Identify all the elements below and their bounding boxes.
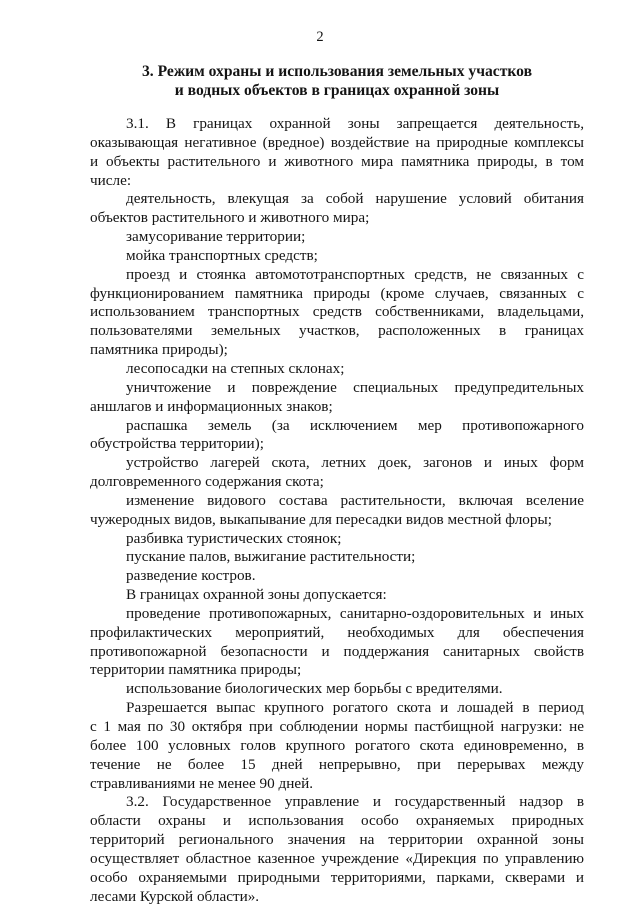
text-line: аншлагов и информационных знаков;: [90, 397, 333, 415]
text-line: Разрешается выпас крупного рогатого скота и лошадей в период: [126, 699, 584, 717]
text-line: мойка транспортных средств;: [126, 246, 318, 264]
text-line: профилактических мероприятий, необходимых для обеспечения: [90, 623, 584, 641]
text-line: устройство лагерей скота, летних доек, загонов и иных форм: [126, 454, 584, 472]
text-line: уничтожение и повреждение специальных предупредительных: [126, 378, 584, 396]
text-line: течение не более 15 дней непрерывно, при перерывах между: [90, 755, 584, 773]
text-line: с 1 мая по 30 октября при соблюдении нормы пастбищной нагрузки: не: [90, 718, 584, 735]
text-line: области охраны и использования особо охраняемых природных: [90, 812, 584, 830]
text-line: использованием транспортных средств собственниками, владельцами,: [90, 303, 584, 321]
text-line: противопожарной безопасности и поддержания санитарных свойств: [90, 642, 584, 660]
text-line: осуществляет областное казенное учреждение «Дирекция по управлению: [90, 849, 584, 867]
section-title-line-2: и водных объектов в границах охранной зоны: [174, 82, 500, 99]
text-line: территории памятника природы;: [90, 661, 302, 679]
text-line: особо охраняемыми природными территориями, парками, скверами и: [90, 868, 584, 886]
text-line: числе:: [90, 171, 132, 189]
text-line: и объекты растительного и животного мира памятника природы, в том: [90, 152, 584, 170]
text-line: проезд и стоянка автомототранспортных средств, не связанных с: [126, 265, 584, 283]
text-line: 3.2. Государственное управление и государственный надзор в: [126, 793, 584, 811]
text-line: пользователями земельных участков, расположенных в границах: [90, 322, 584, 340]
text-line: пускание палов, выжигание растительности;: [126, 548, 416, 566]
text-line: 3.1. В границах охранной зоны запрещается деятельность,: [126, 115, 584, 132]
text-line: В границах охранной зоны допускается:: [126, 586, 387, 604]
text-line: проведение противопожарных, санитарно-оздоровительных и иных: [126, 604, 584, 622]
text-line: территорий регионального значения на территории охранной зоны: [90, 831, 584, 849]
text-line: памятника природы);: [90, 341, 228, 359]
text-line: чужеродных видов, выкапывание для пересадки видов местной флоры;: [90, 510, 552, 528]
text-line: разбивка туристических стоянок;: [126, 529, 342, 547]
text-line: лесопосадки на степных склонах;: [126, 359, 345, 377]
text-line: объектов растительного и животного мира;: [90, 209, 370, 227]
text-line: функционированием памятника природы (кроме случаев, связанных с: [90, 284, 584, 302]
text-line: стравливаниями не менее 90 дней.: [90, 774, 313, 792]
text-line: замусоривание территории;: [126, 228, 306, 246]
text-line: обустройства территории);: [90, 435, 264, 453]
text-line: изменение видового состава растительности, включая вселение: [126, 491, 584, 509]
text-line: деятельность, влекущая за собой нарушение условий обитания: [126, 190, 584, 208]
text-line: использование биологических мер борьбы с вредителями.: [126, 680, 503, 698]
section-title-line-1: 3. Режим охраны и использования земельных участков: [141, 63, 532, 80]
text-line: долговременного содержания скота;: [90, 473, 324, 491]
document-body: [90, 115, 584, 906]
page-number: 2: [316, 29, 324, 45]
text-line: лесами Курской области».: [90, 887, 260, 905]
section-title: [90, 62, 584, 100]
text-line: разведение костров.: [126, 567, 256, 585]
text-line: оказывающая негативное (вредное) воздействие на природные комплексы: [90, 133, 584, 151]
text-line: распашка земель (за исключением мер противопожарного: [126, 416, 584, 434]
text-line: более 100 условных голов крупного рогатого скота единовременно, в: [90, 736, 584, 754]
